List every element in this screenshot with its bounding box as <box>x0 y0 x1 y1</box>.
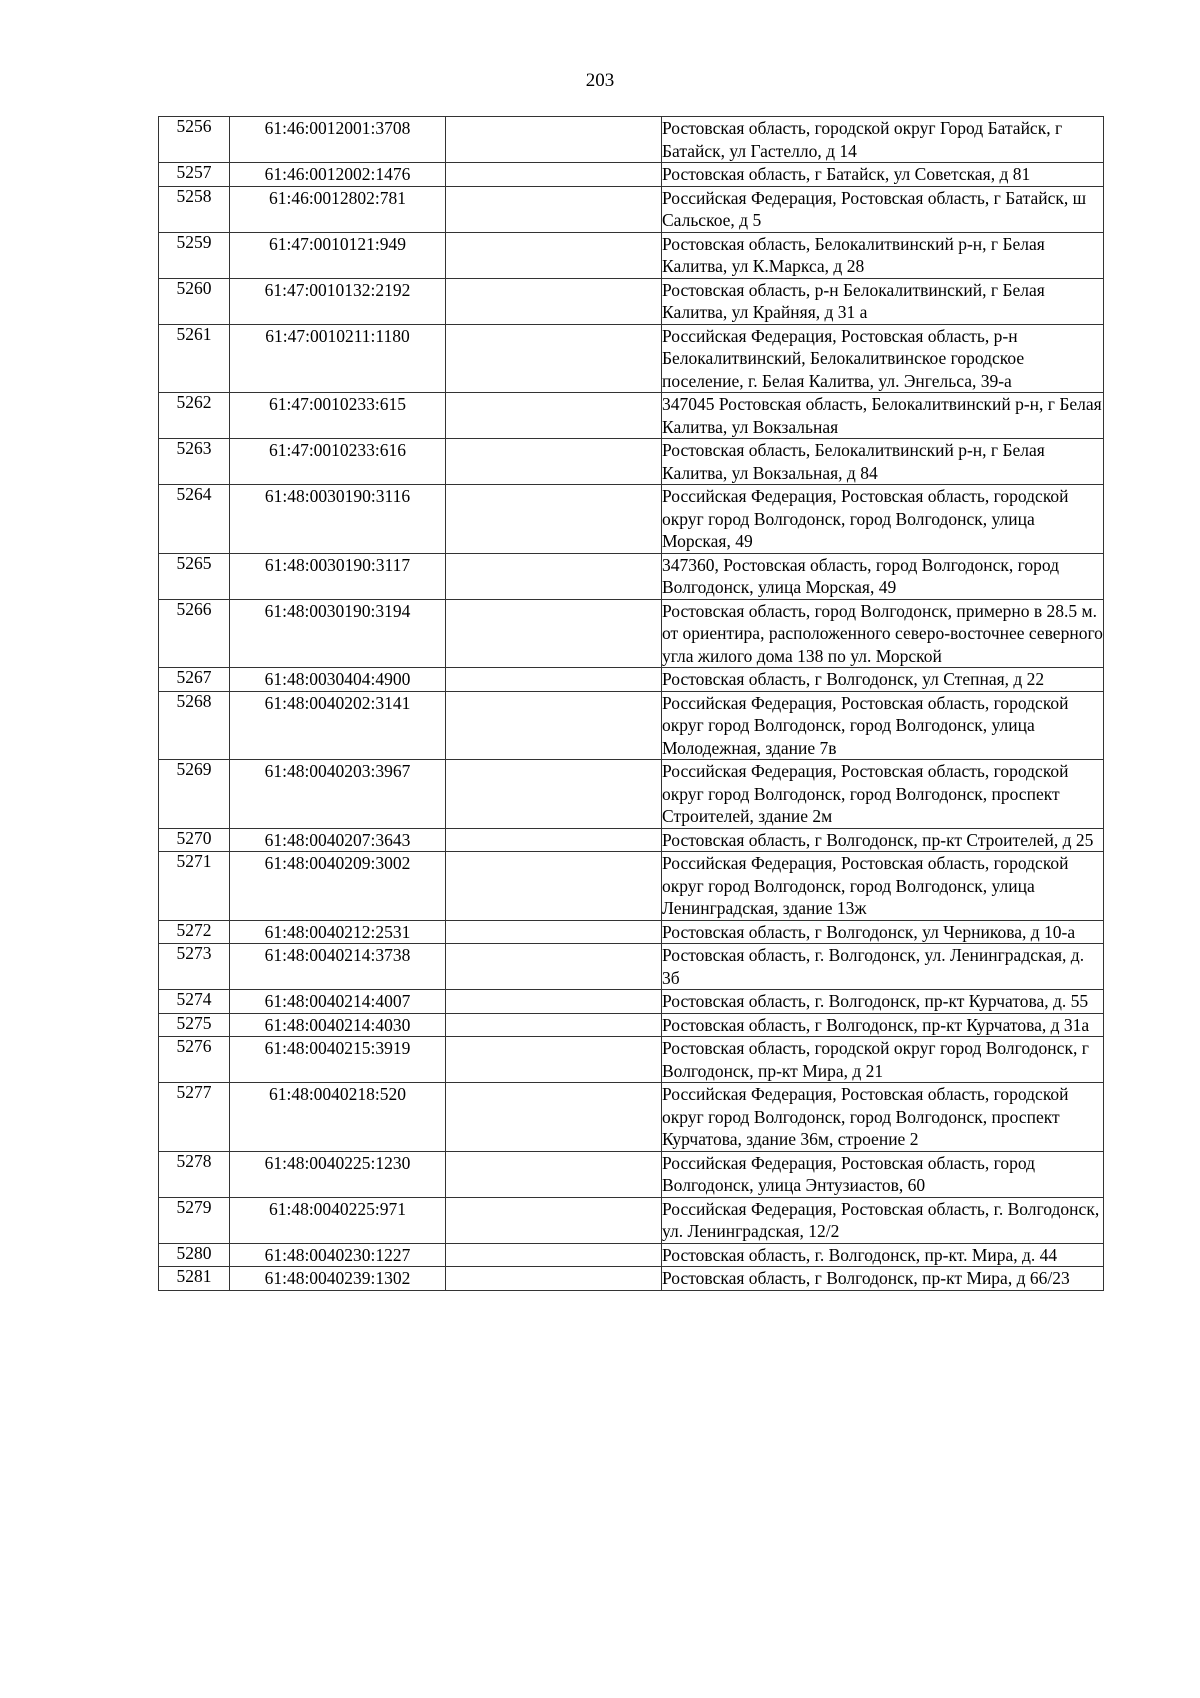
address: Ростовская область, г. Волгодонск, пр-кт. Мира, д. 44 <box>662 1243 1104 1267</box>
row-number-cell <box>159 439 230 485</box>
empty-cell <box>446 990 662 1014</box>
row-number: 5257 <box>176 162 212 182</box>
empty-cell <box>446 828 662 852</box>
table-row <box>159 186 1104 232</box>
address: Российская Федерация, Ростовская область, город Волгодонск, улица Энтузиастов, 60 <box>662 1151 1104 1197</box>
row-number-cell <box>159 668 230 692</box>
cadastral-number: 61:48:0030190:3117 <box>230 553 446 599</box>
table-row <box>159 1197 1104 1243</box>
cadastral-number: 61:48:0030190:3194 <box>230 599 446 668</box>
address: Ростовская область, Белокалитвинский р-н, г Белая Калитва, ул Вокзальная, д 84 <box>662 439 1104 485</box>
row-number-cell <box>159 278 230 324</box>
row-number: 5279 <box>176 1196 212 1217</box>
address: Ростовская область, Белокалитвинский р-н, г Белая Калитва, ул К.Маркса, д 28 <box>662 232 1104 278</box>
row-number: 5262 <box>176 392 212 412</box>
row-number-cell <box>159 920 230 944</box>
row-number: 5275 <box>176 1012 212 1033</box>
table-row <box>159 1243 1104 1267</box>
empty-cell <box>446 324 662 393</box>
table-row <box>159 278 1104 324</box>
row-number-cell <box>159 186 230 232</box>
cadastral-number: 61:48:0040202:3141 <box>230 691 446 760</box>
table-row <box>159 485 1104 554</box>
row-number-cell <box>159 760 230 829</box>
empty-cell <box>446 1037 662 1083</box>
table-row <box>159 1151 1104 1197</box>
empty-cell <box>446 920 662 944</box>
page-number: 203 <box>585 70 615 91</box>
row-number-cell <box>159 1037 230 1083</box>
registry-table <box>158 116 1104 1291</box>
table-row <box>159 944 1104 990</box>
row-number-cell <box>159 691 230 760</box>
row-number-cell <box>159 1151 230 1197</box>
empty-cell <box>446 1151 662 1197</box>
row-number: 5269 <box>176 759 212 779</box>
row-number: 5274 <box>176 989 212 1009</box>
cadastral-number: 61:47:0010233:615 <box>230 393 446 439</box>
empty-cell <box>446 668 662 692</box>
row-number: 5270 <box>176 827 212 848</box>
cadastral-number: 61:48:0040203:3967 <box>230 760 446 829</box>
address: Ростовская область, г Волгодонск, пр-кт Строителей, д 25 <box>662 828 1104 852</box>
address: Ростовская область, г. Волгодонск, ул. Ленинградская, д. 3б <box>662 944 1104 990</box>
row-number-cell <box>159 599 230 668</box>
table-row <box>159 920 1104 944</box>
row-number-cell <box>159 324 230 393</box>
table-row <box>159 852 1104 921</box>
address: Ростовская область, городской округ Город Батайск, г Батайск, ул Гастелло, д 14 <box>662 117 1104 163</box>
address: 347045 Ростовская область, Белокалитвинский р-н, г Белая Калитва, ул Вокзальная <box>662 394 1102 437</box>
address: Российская Федерация, Ростовская область, городской округ город Волгодонск, город Волгодонск, улица Морская, 49 <box>662 485 1104 554</box>
table-row <box>159 117 1104 163</box>
row-number-cell <box>159 393 230 439</box>
address: Ростовская область, г Волгодонск, ул Степная, д 22 <box>662 668 1104 692</box>
empty-cell <box>446 232 662 278</box>
address: Ростовская область, р-н Белокалитвинский, г Белая Калитва, ул Крайняя, д 31 а <box>662 278 1104 324</box>
table-row <box>159 553 1104 599</box>
address: 347360, Ростовская область, город Волгодонск, город Волгодонск, улица Морская, 49 <box>662 553 1104 599</box>
table-row <box>159 760 1104 829</box>
table-row <box>159 599 1104 668</box>
table-row <box>159 163 1104 187</box>
empty-cell <box>446 393 662 439</box>
address: Ростовская область, городской округ город Волгодонск, г Волгодонск, пр-кт Мира, д 21 <box>662 1037 1104 1083</box>
cadastral-number: 61:46:0012802:781 <box>230 186 446 232</box>
empty-cell <box>446 852 662 921</box>
address: Российская Федерация, Ростовская область, р-н Белокалитвинский, Белокалитвинское городское поселение, г. Белая Калитва, ул. Энгельса, 39-а <box>662 324 1104 393</box>
table-row <box>159 691 1104 760</box>
row-number: 5256 <box>176 116 212 136</box>
address: Российская Федерация, Ростовская область, городской округ город Волгодонск, город Волгодонск, улица Молодежная, здание 7в <box>662 691 1104 760</box>
table-row <box>159 1037 1104 1083</box>
row-number-cell <box>159 1013 230 1037</box>
cadastral-number: 61:48:0040212:2531 <box>230 920 446 944</box>
row-number: 5273 <box>176 943 212 963</box>
row-number-cell <box>159 232 230 278</box>
empty-cell <box>446 599 662 668</box>
cadastral-number: 61:48:0040218:520 <box>230 1083 446 1152</box>
table-row <box>159 1267 1104 1291</box>
row-number: 5258 <box>176 185 212 206</box>
address: Ростовская область, г Батайск, ул Советская, д 81 <box>662 163 1104 187</box>
row-number: 5261 <box>176 323 212 344</box>
row-number: 5265 <box>176 552 212 573</box>
row-number-cell <box>159 990 230 1014</box>
row-number: 5260 <box>176 277 212 298</box>
empty-cell <box>446 553 662 599</box>
row-number: 5268 <box>176 690 212 711</box>
row-number: 5266 <box>176 598 212 619</box>
table-row <box>159 324 1104 393</box>
cadastral-number: 61:46:0012002:1476 <box>230 163 446 187</box>
cadastral-number: 61:48:0040225:971 <box>230 1197 446 1243</box>
row-number: 5278 <box>176 1150 212 1171</box>
cadastral-number: 61:47:0010211:1180 <box>230 324 446 393</box>
row-number-cell <box>159 485 230 554</box>
table-row <box>159 393 1104 439</box>
row-number: 5280 <box>176 1242 212 1263</box>
cadastral-number: 61:48:0040215:3919 <box>230 1037 446 1083</box>
address: Российская Федерация, Ростовская область, городской округ город Волгодонск, город Волгодонск, улица Ленинградская, здание 13ж <box>662 852 1104 921</box>
empty-cell <box>446 1197 662 1243</box>
address: Ростовская область, г Волгодонск, пр-кт Мира, д 66/23 <box>662 1267 1104 1291</box>
row-number-cell <box>159 852 230 921</box>
empty-cell <box>446 186 662 232</box>
address: Российская Федерация, Ростовская область, г. Волгодонск, ул. Ленинградская, 12/2 <box>662 1197 1104 1243</box>
cadastral-number: 61:48:0040207:3643 <box>230 828 446 852</box>
row-number-cell <box>159 553 230 599</box>
cadastral-number: 61:48:0040214:3738 <box>230 944 446 990</box>
row-number-cell <box>159 117 230 163</box>
empty-cell <box>446 760 662 829</box>
table-row <box>159 232 1104 278</box>
cadastral-number: 61:47:0010233:616 <box>230 439 446 485</box>
empty-cell <box>446 117 662 163</box>
row-number-cell <box>159 1083 230 1152</box>
empty-cell <box>446 691 662 760</box>
empty-cell <box>446 944 662 990</box>
cadastral-number: 61:47:0010132:2192 <box>230 278 446 324</box>
row-number: 5264 <box>176 484 212 504</box>
cadastral-number: 61:48:0040214:4030 <box>230 1013 446 1037</box>
cadastral-number: 61:46:0012001:3708 <box>230 117 446 163</box>
row-number: 5272 <box>176 919 212 940</box>
table-row <box>159 828 1104 852</box>
address: Ростовская область, г Волгодонск, пр-кт Курчатова, д 31а <box>662 1013 1104 1037</box>
empty-cell <box>446 1267 662 1291</box>
row-number-cell <box>159 1267 230 1291</box>
row-number: 5276 <box>176 1036 212 1056</box>
row-number: 5267 <box>176 667 212 687</box>
empty-cell <box>446 439 662 485</box>
row-number: 5271 <box>176 851 212 871</box>
address: Ростовская область, город Волгодонск, примерно в 28.5 м. от ориентира, расположенного северо-восточнее северного угла жилого дома 138 по ул. Морской <box>662 600 1103 666</box>
empty-cell <box>446 1083 662 1152</box>
row-number-cell <box>159 1197 230 1243</box>
cadastral-number: 61:48:0030190:3116 <box>230 485 446 554</box>
empty-cell <box>446 1243 662 1267</box>
table-row <box>159 439 1104 485</box>
address: Ростовская область, г. Волгодонск, пр-кт Курчатова, д. 55 <box>662 990 1104 1014</box>
empty-cell <box>446 163 662 187</box>
registry-table-body <box>159 117 1104 1291</box>
address: Ростовская область, г Волгодонск, ул Черникова, д 10-а <box>662 920 1104 944</box>
row-number: 5281 <box>176 1266 212 1286</box>
row-number-cell <box>159 944 230 990</box>
empty-cell <box>446 1013 662 1037</box>
empty-cell <box>446 278 662 324</box>
table-row <box>159 1013 1104 1037</box>
cadastral-number: 61:48:0040239:1302 <box>230 1267 446 1291</box>
address: Российская Федерация, Ростовская область, городской округ город Волгодонск, город Волгодонск, проспект Курчатова, здание 36м, строение 2 <box>662 1083 1104 1152</box>
address: Российская Федерация, Ростовская область, г Батайск, ш Сальское, д 5 <box>662 186 1104 232</box>
cadastral-number: 61:48:0040209:3002 <box>230 852 446 921</box>
cadastral-number: 61:48:0040225:1230 <box>230 1151 446 1197</box>
row-number-cell <box>159 163 230 187</box>
row-number: 5259 <box>176 231 212 252</box>
row-number-cell <box>159 828 230 852</box>
address: Российская Федерация, Ростовская область, городской округ город Волгодонск, город Волгодонск, проспект Строителей, здание 2м <box>662 760 1104 829</box>
row-number: 5277 <box>176 1082 212 1102</box>
cadastral-number: 61:48:0040214:4007 <box>230 990 446 1014</box>
cadastral-number: 61:48:0030404:4900 <box>230 668 446 692</box>
table-row <box>159 990 1104 1014</box>
cadastral-number: 61:47:0010121:949 <box>230 232 446 278</box>
row-number-cell <box>159 1243 230 1267</box>
table-row <box>159 668 1104 692</box>
row-number: 5263 <box>176 438 212 458</box>
table-row <box>159 1083 1104 1152</box>
empty-cell <box>446 485 662 554</box>
cadastral-number: 61:48:0040230:1227 <box>230 1243 446 1267</box>
